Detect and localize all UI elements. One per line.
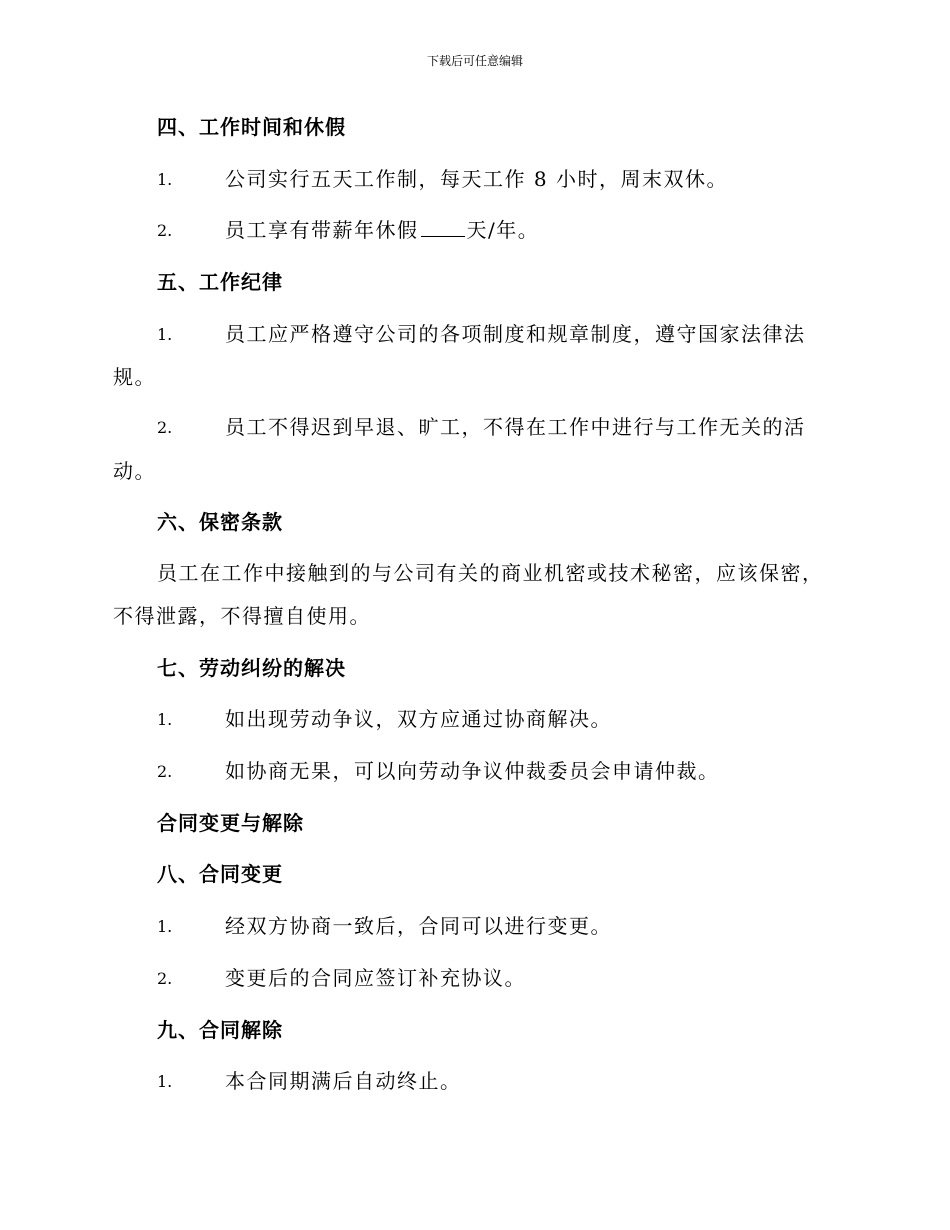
section-4-heading: 四、工作时间和休假 (157, 115, 346, 139)
section-7-heading: 七、劳动纠纷的解决 (157, 656, 346, 680)
section-6-text-line2: 不得泄露，不得擅自使用。 (113, 604, 371, 628)
section-5-item-1-text-line2: 规。 (113, 365, 156, 389)
section-6-heading: 六、保密条款 (157, 510, 283, 534)
section-4-item-2-text (225, 216, 539, 244)
section-6-text-line1: 员工在工作中接触到的与公司有关的商业机密或技术秘密，应该保密， (157, 561, 824, 585)
section-4-item-2-text-before: 员工享有带薪年休假 (225, 218, 419, 242)
section-9-item-1-text: 本合同期满后自动终止。 (225, 1069, 462, 1093)
section-4-item-1-text: 公司实行五天工作制，每天工作 8 小时，周末双休。 (225, 167, 728, 191)
section-8-heading: 八、合同变更 (157, 862, 283, 886)
section-8-item-1-number: 1. (157, 917, 173, 936)
section-4-item-2-text-after: 天/年。 (466, 218, 540, 242)
section-8-item-1-text: 经双方协商一致后，合同可以进行变更。 (225, 914, 612, 938)
fill-in-blank (421, 216, 465, 237)
page-header-note: 下载后可任意编辑 (426, 54, 523, 68)
section-8-item-2-number: 2. (157, 969, 173, 988)
section-7-item-2-number: 2. (157, 762, 173, 781)
section-7-item-1-number: 1. (157, 710, 173, 729)
section-7-item-1-text: 如出现劳动争议，双方应通过协商解决。 (225, 707, 612, 731)
part-title: 合同变更与解除 (157, 811, 304, 835)
section-5-item-2-number: 2. (157, 418, 173, 437)
section-9-item-1-number: 1. (157, 1072, 173, 1091)
section-5-item-2-text-line1: 员工不得迟到早退、旷工，不得在工作中进行与工作无关的活 (225, 415, 806, 439)
section-5-item-1-number: 1. (157, 325, 173, 344)
section-8-item-2-text: 变更后的合同应签订补充协议。 (225, 966, 526, 990)
section-9-heading: 九、合同解除 (157, 1018, 283, 1042)
section-4-item-1-number: 1. (157, 170, 173, 189)
section-4-item-2-number: 2. (157, 221, 173, 240)
section-5-item-2-text-line2: 动。 (113, 459, 156, 483)
section-7-item-2-text: 如协商无果，可以向劳动争议仲裁委员会申请仲裁。 (225, 759, 720, 783)
section-5-item-1-text-line1: 员工应严格遵守公司的各项制度和规章制度，遵守国家法律法 (225, 322, 806, 346)
section-5-heading: 五、工作纪律 (157, 270, 283, 294)
